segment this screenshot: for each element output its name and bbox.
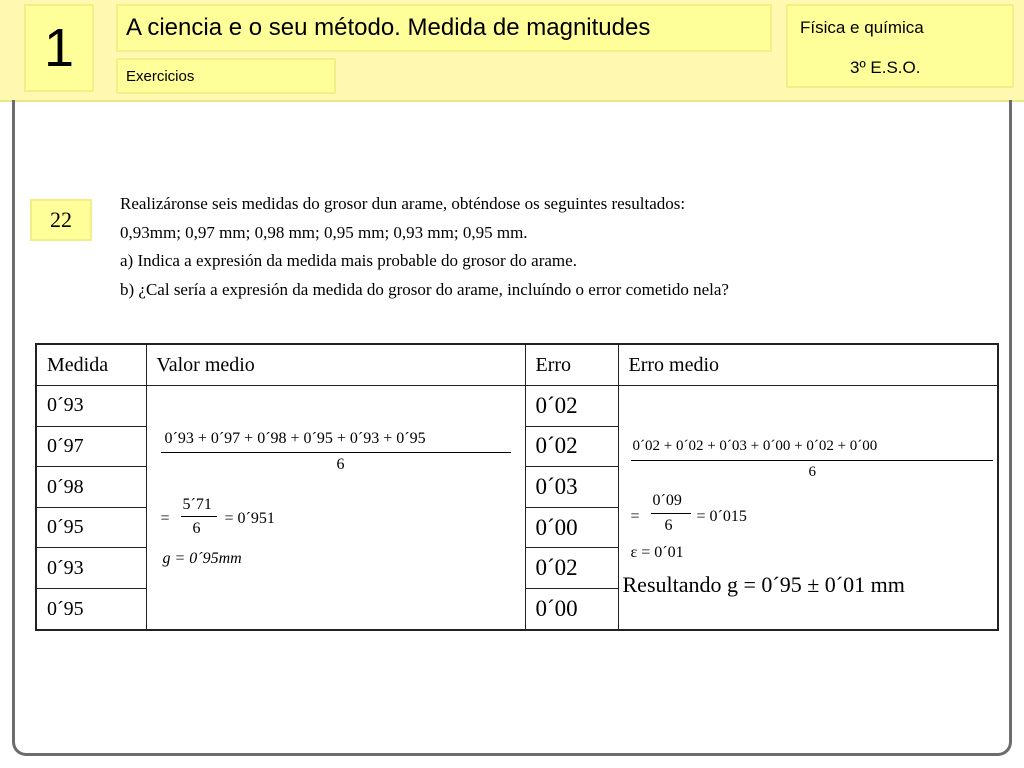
valor-medio-denominator: 6 xyxy=(336,456,345,473)
column-header: Medida xyxy=(36,344,146,386)
column-header: Erro medio xyxy=(618,344,998,386)
results-table xyxy=(35,343,999,631)
erro-medio-cell xyxy=(618,386,998,631)
erro-cell: 0´00 xyxy=(525,507,618,548)
subject-box xyxy=(786,4,1014,88)
medida-cell: 0´97 xyxy=(36,426,146,467)
final-result: Resultando g = 0´95 ± 0´01 mm xyxy=(622,572,905,597)
page-title: A ciencia e o seu método. Medida de magnitudes xyxy=(116,4,772,52)
valor-medio-sum: 5´71 xyxy=(182,496,212,513)
valor-medio-result: g = 0´95mm xyxy=(162,550,242,567)
valor-medio-equals: = xyxy=(160,510,170,527)
statement-line: 0,93mm; 0,97 mm; 0,98 mm; 0,95 mm; 0,93 mm; 0,95 mm. xyxy=(120,222,528,242)
fraction-line xyxy=(651,513,691,514)
unit-number: 1 xyxy=(24,4,94,92)
column-header: Valor medio xyxy=(146,344,525,386)
erro-medio-step: = 0´015 xyxy=(696,508,747,525)
statement-line: b) ¿Cal sería a expresión da medida do grosor do arame, incluíndo o error cometido nela? xyxy=(120,279,729,299)
column-header: Erro xyxy=(525,344,618,386)
medida-cell: 0´95 xyxy=(36,589,146,630)
exercise-statement xyxy=(120,190,980,304)
valor-medio-cell xyxy=(146,386,525,631)
valor-medio-count: 6 xyxy=(192,520,201,537)
erro-medio-epsilon: ε = 0´01 xyxy=(630,544,684,561)
erro-cell: 0´00 xyxy=(525,589,618,630)
fraction-line xyxy=(631,460,993,461)
erro-cell: 0´02 xyxy=(525,548,618,589)
erro-medio-denominator: 6 xyxy=(808,464,816,480)
medida-cell: 0´98 xyxy=(36,467,146,508)
section-label: Exercicios xyxy=(116,58,336,94)
table-header-row xyxy=(36,344,998,386)
exercise-number: 22 xyxy=(30,199,92,241)
fraction-line xyxy=(181,516,217,517)
table-row xyxy=(36,386,998,427)
course-level: 3º E.S.O. xyxy=(850,58,921,77)
medida-cell: 0´93 xyxy=(36,548,146,589)
fraction-line xyxy=(161,452,511,453)
erro-medio-count: 6 xyxy=(664,517,673,534)
erro-cell: 0´03 xyxy=(525,467,618,508)
erro-medio-equals: = xyxy=(630,508,640,525)
subject-name: Física e química xyxy=(800,18,924,37)
statement-line: a) Indica a expresión da medida mais probable do grosor do arame. xyxy=(120,251,577,270)
erro-medio-sum: 0´09 xyxy=(652,492,682,509)
valor-medio-numerator: 0´93 + 0´97 + 0´98 + 0´95 + 0´93 + 0´95 xyxy=(164,430,426,447)
medida-cell: 0´93 xyxy=(36,386,146,427)
erro-medio-numerator: 0´02 + 0´02 + 0´03 + 0´00 + 0´02 + 0´00 xyxy=(632,438,878,454)
erro-cell: 0´02 xyxy=(525,386,618,427)
medida-cell: 0´95 xyxy=(36,507,146,548)
statement-line: Realizáronse seis medidas do grosor dun arame, obténdose os seguintes resultados: xyxy=(120,194,686,213)
valor-medio-step: = 0´951 xyxy=(224,510,275,527)
erro-cell: 0´02 xyxy=(525,426,618,467)
